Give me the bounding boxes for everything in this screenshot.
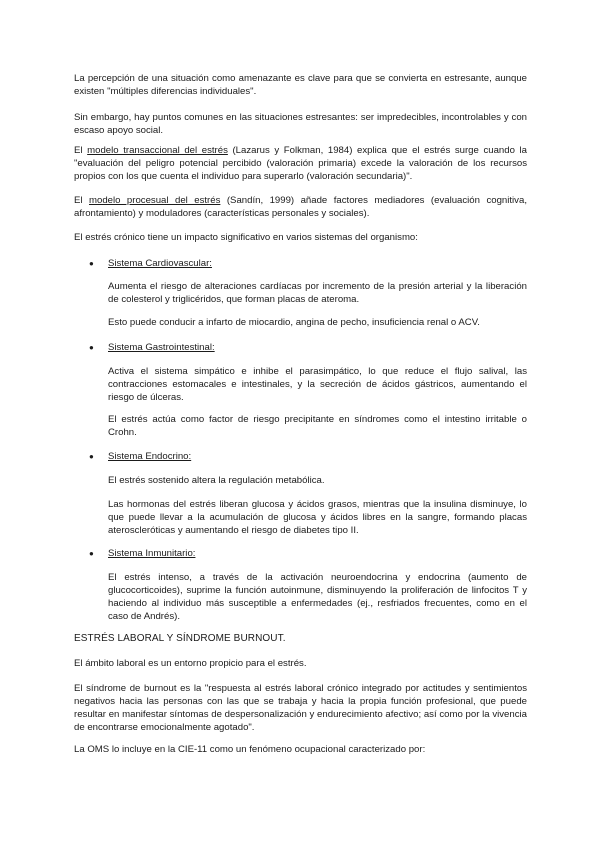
text-body: (Sandín, 1999) añade factores mediadores (evaluación cognitiva, afrontamiento) y moduladores (características personales y sociales). (74, 195, 527, 219)
paragraph-work-environment: El ámbito laboral es un entorno propicio para el estrés. (74, 658, 307, 669)
text-prefix: El (74, 145, 88, 156)
paragraph-endocrine-regulation: El estrés sostenido altera la regulación metabólica. (108, 475, 325, 486)
paragraph-cardio-risk: Aumenta el riesgo de alteraciones cardíacas por incremento de la presión arterial y la liberación de colesterol y triglicéridos, que forman placas de ateroma. (108, 281, 527, 305)
heading-immune: Sistema Inmunitario: (108, 548, 196, 559)
paragraph-perception: La percepción de una situación como amenazante es clave para que se convierta en estresante, aunque existen "múltiples diferencias individuales". (74, 73, 527, 97)
paragraph-chronic-stress: El estrés crónico tiene un impacto significativo en varios sistemas del organismo: (74, 232, 418, 243)
paragraph-gastro-effects: Activa el sistema simpático e inhibe el parasimpático, lo que reduce el flujo salival, las contracciones estomacales e intestinales, y la secreción de ácidos gástricos, aumentando el riesgo de úlceras. (108, 366, 527, 403)
paragraph-endocrine-hormones: Las hormonas del estrés liberan glucosa y ácidos grasos, mientras que la insulina disminuye, lo que puede llevar a la acumulación de glucosa y ácidos libres en la sangre, formando placas ateroscleróticas y aumentando el riesgo de diabetes tipo II. (108, 499, 527, 536)
heading-gastrointestinal: Sistema Gastrointestinal: (108, 342, 215, 353)
paragraph-immune-effects: El estrés intenso, a través de la activación neuroendocrina y endocrina (aumento de glucocorticoides), suprime la función autoinmune, disminuyendo la proliferación de linfocitos T y haciendo al individuo más susceptible a enfermedades (ej., resfriados frecuentes, como en el caso de Andrés). (108, 572, 527, 622)
section-heading-burnout: ESTRÉS LABORAL Y SÍNDROME BURNOUT. (74, 633, 286, 644)
procesual-model-term: modelo procesual del estrés (89, 195, 221, 206)
heading-endocrine: Sistema Endocrino: (108, 451, 192, 462)
paragraph-burnout-definition: El síndrome de burnout es la "respuesta al estrés laboral crónico integrado por actitudes y sentimientos negativos hacia las personas con las que se trabaja y hacia la propia función profesional, que puede resultar en manifestar síntomas de despersonalización y endurecimiento afectivo; así como por la vivencia de encontrarse emocionalmente agotado". (74, 683, 527, 733)
paragraph-cardio-consequences: Esto puede conducir a infarto de miocardio, angina de pecho, insuficiencia renal o ACV. (108, 317, 480, 328)
text-prefix: El (74, 195, 89, 206)
paragraph-who-classification: La OMS lo incluye en la CIE-11 como un fenómeno ocupacional caracterizado por: (74, 744, 426, 755)
paragraph-transactional-model (74, 144, 527, 183)
text-body: (Lazarus y Folkman, 1984) explica que el estrés surge cuando la "evaluación del peligro potencial percibido (valoración primaria) excede la valoración de los recursos propios con los que cuenta el individuo para superarlo (valoración secundaria)". (74, 145, 527, 182)
paragraph-common-points: Sin embargo, hay puntos comunes en las situaciones estresantes: ser impredecibles, incontrolables y con escaso apoyo social. (74, 112, 527, 136)
bullet-icon: ● (89, 259, 94, 268)
bullet-icon: ● (89, 452, 94, 461)
heading-cardiovascular: Sistema Cardiovascular: (108, 258, 212, 269)
paragraph-procesual-model (74, 194, 527, 220)
bullet-icon: ● (89, 343, 94, 352)
paragraph-gastro-syndromes: El estrés actúa como factor de riesgo precipitante en síndromes como el intestino irritable o Crohn. (108, 414, 527, 438)
transactional-model-term: modelo transaccional del estrés (87, 145, 228, 156)
bullet-icon: ● (89, 549, 94, 558)
